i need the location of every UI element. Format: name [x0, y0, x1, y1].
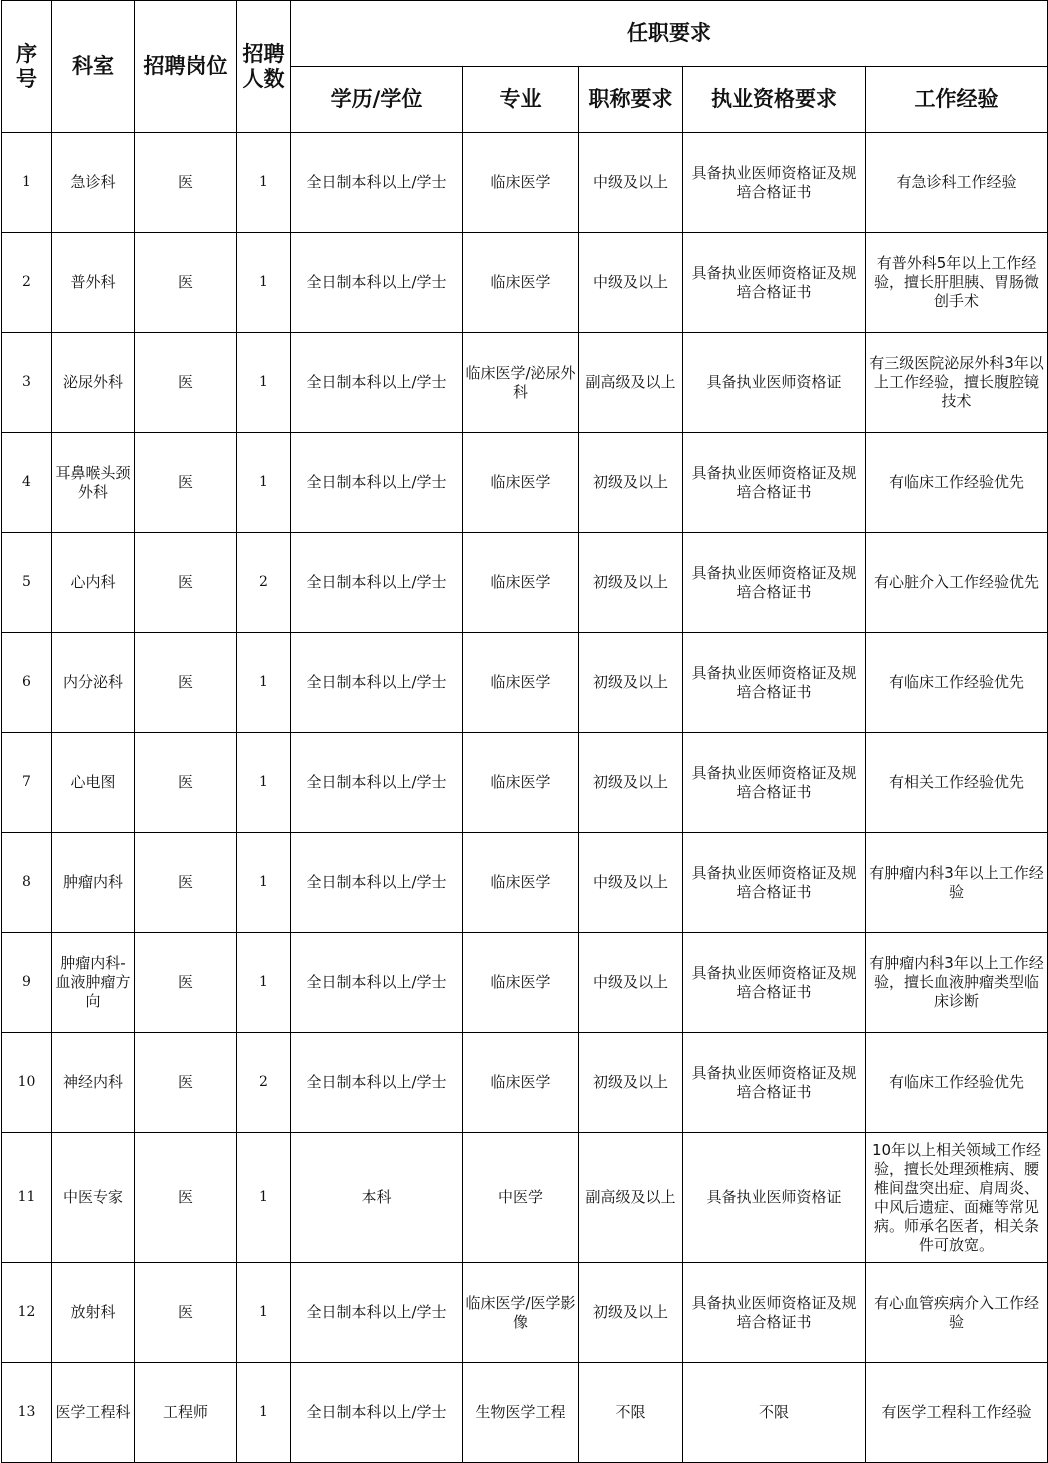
cell-post: 医 — [135, 133, 237, 233]
header-license: 执业资格要求 — [683, 67, 866, 133]
header-title: 职称要求 — [579, 67, 683, 133]
cell-license: 具备执业医师资格证及规培合格证书 — [683, 433, 866, 533]
cell-post: 医 — [135, 1133, 237, 1263]
table-row — [2, 233, 1048, 333]
cell-count: 1 — [237, 333, 291, 433]
cell-dept: 心内科 — [52, 533, 135, 633]
cell-seq: 2 — [2, 233, 52, 333]
cell-experience: 有临床工作经验优先 — [866, 1033, 1048, 1133]
cell-education: 全日制本科以上/学士 — [291, 433, 463, 533]
cell-license: 具备执业医师资格证及规培合格证书 — [683, 933, 866, 1033]
cell-major: 临床医学 — [463, 233, 579, 333]
cell-dept: 医学工程科 — [52, 1363, 135, 1463]
cell-title: 初级及以上 — [579, 633, 683, 733]
recruitment-table — [1, 0, 1048, 1463]
cell-title: 中级及以上 — [579, 833, 683, 933]
cell-experience: 有肿瘤内科3年以上工作经验 — [866, 833, 1048, 933]
cell-education: 全日制本科以上/学士 — [291, 933, 463, 1033]
cell-title: 中级及以上 — [579, 233, 683, 333]
cell-dept: 泌尿外科 — [52, 333, 135, 433]
cell-post: 医 — [135, 533, 237, 633]
cell-education: 本科 — [291, 1133, 463, 1263]
cell-experience: 有临床工作经验优先 — [866, 433, 1048, 533]
cell-education: 全日制本科以上/学士 — [291, 833, 463, 933]
cell-experience: 有肿瘤内科3年以上工作经验，擅长血液肿瘤类型临床诊断 — [866, 933, 1048, 1033]
cell-experience: 有心脏介入工作经验优先 — [866, 533, 1048, 633]
cell-post: 医 — [135, 733, 237, 833]
cell-seq: 6 — [2, 633, 52, 733]
cell-title: 初级及以上 — [579, 533, 683, 633]
header-count: 招聘人数 — [237, 1, 291, 133]
cell-seq: 4 — [2, 433, 52, 533]
cell-education: 全日制本科以上/学士 — [291, 733, 463, 833]
cell-license: 具备执业医师资格证 — [683, 1133, 866, 1263]
cell-experience: 有三级医院泌尿外科3年以上工作经验，擅长腹腔镜技术 — [866, 333, 1048, 433]
cell-education: 全日制本科以上/学士 — [291, 1033, 463, 1133]
cell-title: 不限 — [579, 1363, 683, 1463]
cell-license: 具备执业医师资格证及规培合格证书 — [683, 233, 866, 333]
cell-count: 1 — [237, 233, 291, 333]
cell-count: 1 — [237, 833, 291, 933]
cell-license: 具备执业医师资格证及规培合格证书 — [683, 533, 866, 633]
table-row — [2, 433, 1048, 533]
cell-post: 医 — [135, 933, 237, 1033]
cell-count: 1 — [237, 633, 291, 733]
cell-major: 临床医学 — [463, 633, 579, 733]
cell-dept: 耳鼻喉头颈外科 — [52, 433, 135, 533]
table-row — [2, 1033, 1048, 1133]
cell-major: 临床医学/泌尿外科 — [463, 333, 579, 433]
cell-count: 1 — [237, 1133, 291, 1263]
cell-experience: 有心血管疾病介入工作经验 — [866, 1263, 1048, 1363]
cell-dept: 神经内科 — [52, 1033, 135, 1133]
cell-post: 医 — [135, 233, 237, 333]
cell-post: 医 — [135, 833, 237, 933]
cell-experience: 有相关工作经验优先 — [866, 733, 1048, 833]
cell-count: 1 — [237, 133, 291, 233]
cell-major: 临床医学 — [463, 433, 579, 533]
cell-title: 初级及以上 — [579, 1263, 683, 1363]
cell-dept: 内分泌科 — [52, 633, 135, 733]
cell-dept: 急诊科 — [52, 133, 135, 233]
table-row — [2, 1363, 1048, 1463]
header-row-top — [2, 1, 1048, 67]
cell-seq: 10 — [2, 1033, 52, 1133]
cell-education: 全日制本科以上/学士 — [291, 533, 463, 633]
cell-major: 临床医学 — [463, 933, 579, 1033]
cell-education: 全日制本科以上/学士 — [291, 133, 463, 233]
cell-count: 2 — [237, 1033, 291, 1133]
cell-title: 初级及以上 — [579, 433, 683, 533]
cell-major: 临床医学/医学影像 — [463, 1263, 579, 1363]
cell-experience: 10年以上相关领域工作经验，擅长处理颈椎病、腰椎间盘突出症、肩周炎、中风后遗症、面瘫等常见病。师承名医者，相关条件可放宽。 — [866, 1133, 1048, 1263]
cell-seq: 9 — [2, 933, 52, 1033]
cell-dept: 心电图 — [52, 733, 135, 833]
cell-title: 初级及以上 — [579, 733, 683, 833]
table-row — [2, 1263, 1048, 1363]
cell-experience: 有医学工程科工作经验 — [866, 1363, 1048, 1463]
cell-major: 中医学 — [463, 1133, 579, 1263]
cell-post: 医 — [135, 433, 237, 533]
cell-seq: 7 — [2, 733, 52, 833]
cell-count: 1 — [237, 1363, 291, 1463]
cell-education: 全日制本科以上/学士 — [291, 1263, 463, 1363]
header-experience: 工作经验 — [866, 67, 1048, 133]
cell-major: 临床医学 — [463, 533, 579, 633]
cell-count: 1 — [237, 1263, 291, 1363]
cell-title: 中级及以上 — [579, 133, 683, 233]
cell-license: 具备执业医师资格证及规培合格证书 — [683, 833, 866, 933]
cell-education: 全日制本科以上/学士 — [291, 333, 463, 433]
header-major: 专业 — [463, 67, 579, 133]
cell-license: 具备执业医师资格证及规培合格证书 — [683, 133, 866, 233]
cell-post: 医 — [135, 1033, 237, 1133]
cell-license: 具备执业医师资格证及规培合格证书 — [683, 1033, 866, 1133]
header-dept: 科室 — [52, 1, 135, 133]
cell-count: 1 — [237, 733, 291, 833]
cell-seq: 3 — [2, 333, 52, 433]
cell-experience: 有急诊科工作经验 — [866, 133, 1048, 233]
table-row — [2, 533, 1048, 633]
cell-post: 医 — [135, 1263, 237, 1363]
cell-count: 2 — [237, 533, 291, 633]
table-row — [2, 633, 1048, 733]
cell-post: 工程师 — [135, 1363, 237, 1463]
cell-dept: 肿瘤内科 — [52, 833, 135, 933]
table-row — [2, 133, 1048, 233]
cell-experience: 有临床工作经验优先 — [866, 633, 1048, 733]
cell-seq: 5 — [2, 533, 52, 633]
cell-title: 副高级及以上 — [579, 333, 683, 433]
cell-license: 具备执业医师资格证及规培合格证书 — [683, 733, 866, 833]
cell-count: 1 — [237, 433, 291, 533]
cell-license: 具备执业医师资格证 — [683, 333, 866, 433]
cell-major: 生物医学工程 — [463, 1363, 579, 1463]
table-row — [2, 1133, 1048, 1263]
cell-major: 临床医学 — [463, 1033, 579, 1133]
cell-dept: 普外科 — [52, 233, 135, 333]
cell-experience: 有普外科5年以上工作经验，擅长肝胆胰、胃肠微创手术 — [866, 233, 1048, 333]
cell-title: 副高级及以上 — [579, 1133, 683, 1263]
header-post: 招聘岗位 — [135, 1, 237, 133]
cell-seq: 11 — [2, 1133, 52, 1263]
cell-dept: 中医专家 — [52, 1133, 135, 1263]
cell-post: 医 — [135, 333, 237, 433]
cell-major: 临床医学 — [463, 733, 579, 833]
cell-education: 全日制本科以上/学士 — [291, 233, 463, 333]
cell-education: 全日制本科以上/学士 — [291, 633, 463, 733]
header-education: 学历/学位 — [291, 67, 463, 133]
cell-seq: 8 — [2, 833, 52, 933]
cell-seq: 13 — [2, 1363, 52, 1463]
cell-license: 不限 — [683, 1363, 866, 1463]
header-requirements: 任职要求 — [291, 1, 1048, 67]
table-row — [2, 833, 1048, 933]
cell-count: 1 — [237, 933, 291, 1033]
cell-license: 具备执业医师资格证及规培合格证书 — [683, 1263, 866, 1363]
cell-dept: 肿瘤内科-血液肿瘤方向 — [52, 933, 135, 1033]
cell-license: 具备执业医师资格证及规培合格证书 — [683, 633, 866, 733]
table-row — [2, 333, 1048, 433]
cell-seq: 12 — [2, 1263, 52, 1363]
table-row — [2, 933, 1048, 1033]
cell-education: 全日制本科以上/学士 — [291, 1363, 463, 1463]
cell-title: 中级及以上 — [579, 933, 683, 1033]
header-seq: 序号 — [2, 1, 52, 133]
cell-major: 临床医学 — [463, 133, 579, 233]
cell-seq: 1 — [2, 133, 52, 233]
cell-title: 初级及以上 — [579, 1033, 683, 1133]
cell-dept: 放射科 — [52, 1263, 135, 1363]
table-row — [2, 733, 1048, 833]
cell-post: 医 — [135, 633, 237, 733]
cell-major: 临床医学 — [463, 833, 579, 933]
